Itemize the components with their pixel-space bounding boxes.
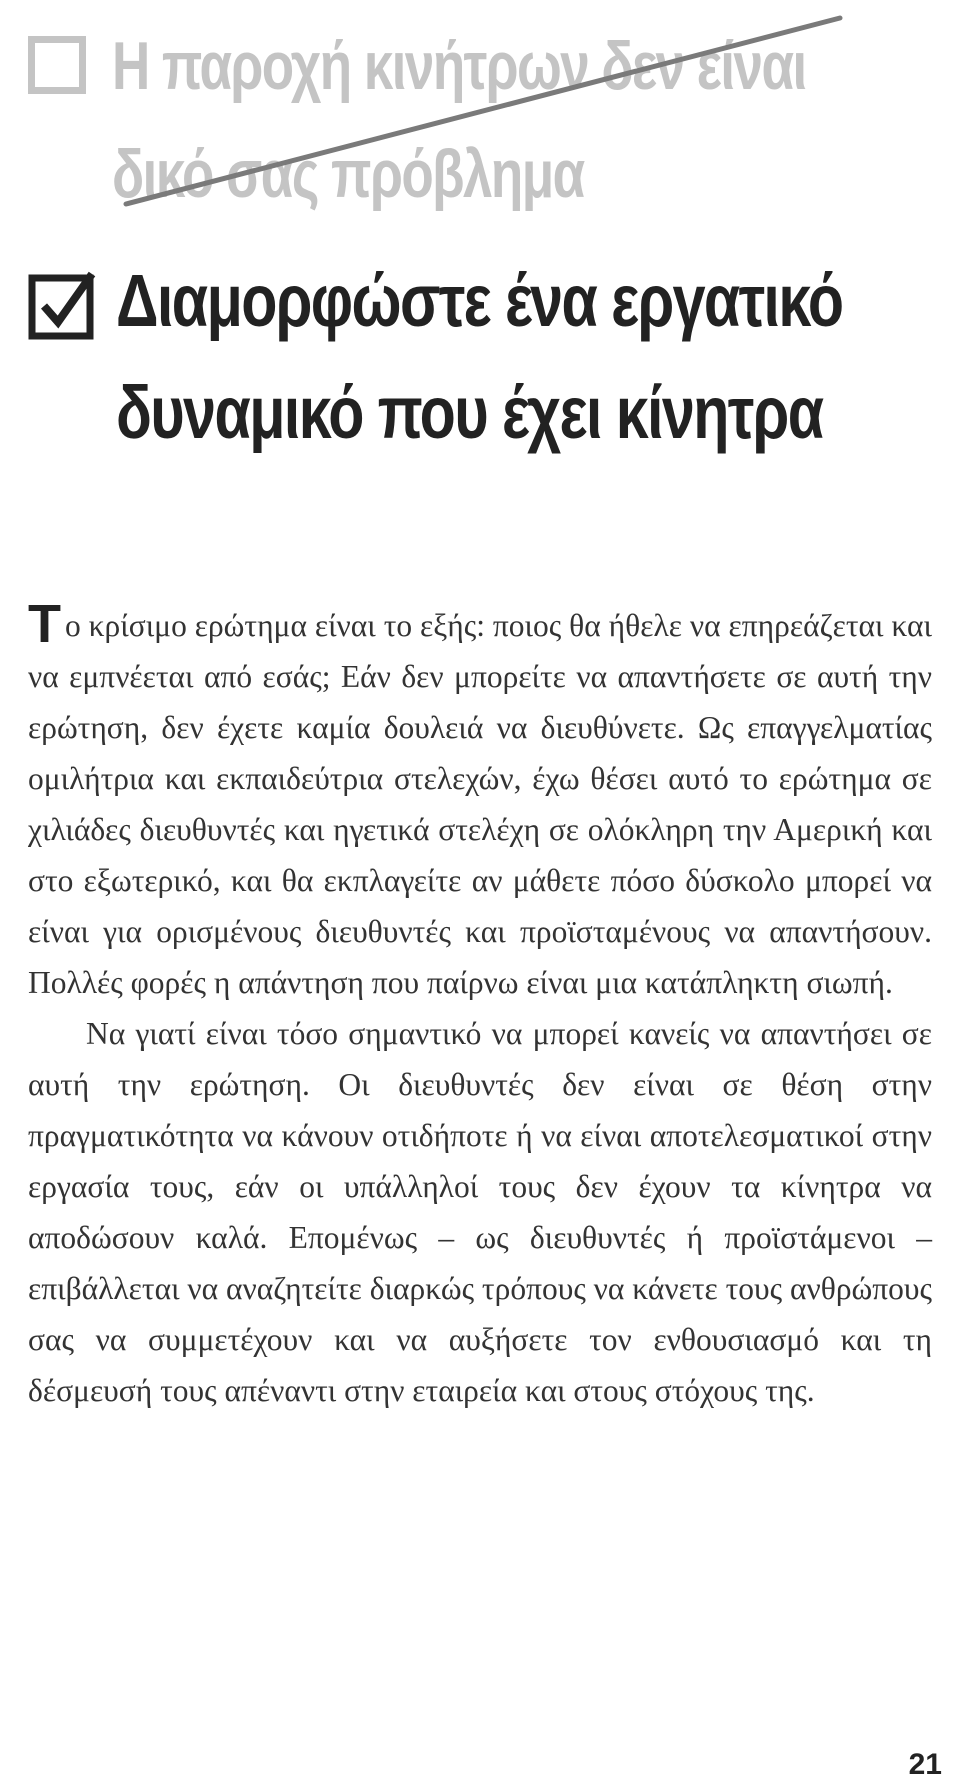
checked-heading [28, 258, 938, 478]
checked-heading-line-2: δυναμικό που έχει κίνητρα [116, 371, 823, 454]
checked-heading-line-1: Διαμορφώστε ένα εργατικό [116, 259, 843, 342]
strikethrough-line [28, 14, 908, 214]
crossed-heading-line-1: Η παροχή κινήτρων δεν είναι [112, 28, 806, 104]
crossed-heading-line-2: δικό σας πρόβλημα [112, 136, 584, 212]
paragraph-1 [28, 594, 932, 1008]
body-text [28, 594, 932, 1416]
page-number: 21 [908, 1748, 942, 1781]
crossed-out-heading [28, 14, 908, 214]
paragraph-2: Να γιατί είναι τόσο σημαντικό να μπορεί κανείς να απαντήσει σε αυτή την ερώτηση. Οι διευθυντές δεν είναι σε θέση στην πραγματικότητα να κάνουν οτιδήποτε ή να είναι αποτελεσματικοί στην εργασία τους, εάν οι υπάλληλοί τους δεν έχουν τα κίνητρα να αποδώσουν καλά. Επομένως – ως διευθυντές ή προϊστάμενοι – επιβάλλεται να αναζητείτε διαρκώς τρόπους να κάνετε τους ανθρώπους σας να συμμετέχουν και να αυξήσετε τον ενθουσιασμό και τη δέσμευσή τους απέναντι στην εταιρεία και στους στόχους της. [28, 1016, 932, 1408]
checked-checkbox-icon [28, 266, 104, 342]
drop-cap: Τ [28, 594, 61, 654]
paragraph-1-text: ο κρίσιμο ερώτημα είναι το εξής: ποιος θα ήθελε να επηρεάζεται και να εμπνέεται από εσάς; Εάν δεν μπορείτε να απαντήσετε σε αυτή την ερώτηση, δεν έχετε καμία δουλειά να διευθύνετε. Ως επαγγελματίας ομιλήτρια και εκπαιδεύτρια στελεχών, έχω θέσει αυτό το ερώτημα σε χιλιάδες διευθυντές και ηγετικά στελέχη σε ολόκληρη την Αμερική και στο εξωτερικό, και θα εκπλαγείτε αν μάθετε πόσο δύσκολο μπορεί να είναι για ορισμένους διευθυντές και προϊσταμένους να απαντήσουν. Πολλές φορές η απάντηση που παίρνω είναι μια κατάπληκτη σιωπή. [28, 608, 932, 1000]
